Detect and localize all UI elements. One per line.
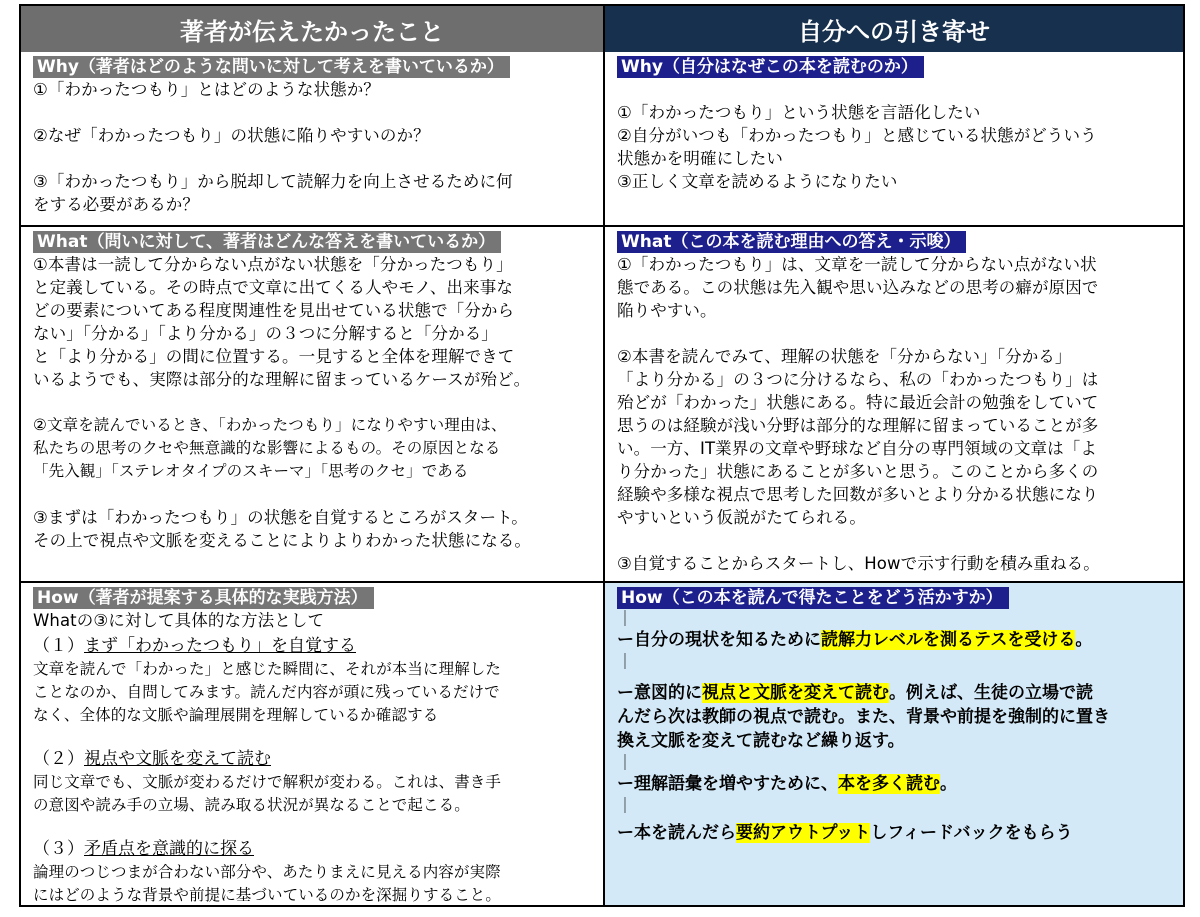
item-text: 。 xyxy=(1075,630,1093,650)
what-left-line: ない」「分かる」「より分かる」の３つに分解すると「分かる」 xyxy=(33,324,498,343)
step-number: （３） xyxy=(33,839,84,859)
item-text: ー理解語彙を増やすために、 xyxy=(617,774,838,794)
what-right-line: 殆どが「わかった」状態にある。特に最近会計の勉強をしていて xyxy=(617,393,1099,412)
summary-table xyxy=(19,4,1185,907)
what-left-line: ③まずは「わかったつもり」の状態を自覚するところがスタート。 xyxy=(33,508,528,527)
highlighted-text: 要約アウトプット xyxy=(736,823,871,843)
why-left-q1: ①「わかったつもり」とはどのような状態か？ xyxy=(33,80,380,99)
how-left-step1-heading xyxy=(33,634,593,658)
how-left-step2-line: 同じ文章でも、文脈が変わるだけで解釈が変わる。これは、書き手 xyxy=(33,773,502,791)
why-right-line: ①「わかったつもり」という状態を言語化したい xyxy=(617,103,981,122)
how-right-cell xyxy=(605,583,1183,905)
why-right-line: ③正しく文章を読めるようになりたい xyxy=(617,172,898,191)
separator-bar: ｜ xyxy=(617,753,634,772)
separator-bar: ｜ xyxy=(617,652,634,671)
what-left-cell xyxy=(21,227,605,583)
item-text: ー自分の現状を知るために xyxy=(617,630,821,650)
item-text: 。例えば、生徒の立場で読 xyxy=(889,683,1093,703)
why-left-q3a: ③「わかったつもり」から脱却して読解力を向上させるために何 xyxy=(33,172,513,191)
separator-bar: ｜ xyxy=(617,609,634,628)
what-left-line: 「先入観」「ステレオタイプのスキーマ」「思考のクセ」である xyxy=(33,462,469,480)
what-left-line: と定義している。その時点で文章に出てくる人やモノ、出来事な xyxy=(33,278,513,297)
why-left-tag: Why（著者はどのような問いに対して考えを書いているか） xyxy=(33,56,510,78)
item-text: 。 xyxy=(940,774,957,794)
why-right-tag: Why（自分はなぜこの本を読むのか） xyxy=(617,56,924,78)
how-right-item-1 xyxy=(617,628,1175,652)
header-author-intent: 著者が伝えたかったこと xyxy=(21,6,605,52)
step-number: （２） xyxy=(33,749,84,769)
what-left-line: 私たちの思考のクセや無意識的な影響によるもの。その原因となる xyxy=(33,439,501,457)
what-right-line: 「より分かる」の３つに分けるなら、私の「わかったつもり」は xyxy=(617,370,1099,389)
what-left-line: いるようでも、実際は部分的な理解に留まっているケースが殆ど。 xyxy=(33,370,531,389)
step-title: 視点や文脈を変えて読む xyxy=(84,749,271,769)
item-text: ー本を読んだら xyxy=(617,823,736,843)
how-left-step2-heading xyxy=(33,747,593,771)
how-right-item-3 xyxy=(617,772,1175,796)
separator-bar: ｜ xyxy=(617,796,634,815)
why-right-cell xyxy=(605,52,1183,227)
what-left-line: その上で視点や文脈を変えることによりよりわかった状態になる。 xyxy=(33,531,531,550)
how-left-step1-line: なく、全体的な文脈や論理展開を理解しているか確認する xyxy=(33,706,439,724)
how-left-tag: How（著者が提案する具体的な実践方法） xyxy=(33,587,374,609)
highlighted-text: 視点と文脈を変えて読む xyxy=(702,683,889,703)
item-text: しフィードバックをもらう xyxy=(870,823,1073,843)
highlighted-text: 読解力レベルを測るテスを受ける xyxy=(821,630,1076,650)
what-right-line: 陥りやすい。 xyxy=(617,301,717,320)
why-left-cell xyxy=(21,52,605,227)
what-left-tag: What（問いに対して、著者はどんな答えを書いているか） xyxy=(33,231,501,253)
what-left-line: ②文章を読んでいるとき、「わかったつもり」になりやすい理由は、 xyxy=(33,416,507,434)
why-left-q2: ②なぜ「わかったつもり」の状態に陥りやすいのか？ xyxy=(33,126,430,145)
how-right-item-2 xyxy=(617,681,1175,705)
what-right-line: ③自覚することからスタートし、Howで示す行動を積み重ねる。 xyxy=(617,554,1100,573)
what-right-line: い。一方、IT業界の文章や野球など自分の専門領域の文章は「よ xyxy=(617,439,1097,458)
what-right-line: ②本書を読んでみて、理解の状態を「分からない」「分かる」 xyxy=(617,347,1072,366)
why-right-line: ②自分がいつも「わかったつもり」と感じている状態がどういう xyxy=(617,126,1097,145)
what-right-line: ①「わかったつもり」は、文章を一読して分からない点がない状 xyxy=(617,255,1097,274)
how-right-tag: How（この本を読んで得たことをどう活かすか） xyxy=(617,587,1009,609)
how-right-item-2-line: 換え文脈を変えて読むなど繰り返す。 xyxy=(617,731,905,751)
what-right-line: り分かった」状態にあることが多いと思う。このことから多くの xyxy=(617,462,1099,481)
how-left-step3-line: 論理のつじつまが合わない部分や、あたりまえに見える内容が実際 xyxy=(33,863,501,881)
how-right-item-4 xyxy=(617,821,1175,845)
how-left-step3-line: にはどのような背景や前提に基づいているのかを深掘りすること。 xyxy=(33,886,502,904)
how-left-step3-heading xyxy=(33,837,593,861)
what-left-line: と「より分かる」の間に位置する。一見すると全体を理解できて xyxy=(33,347,515,366)
what-right-line: やすいという仮説がたてられる。 xyxy=(617,508,866,527)
what-right-cell xyxy=(605,227,1183,583)
how-right-item-2-line: んだら次は教師の視点で読む。また、背景や前提を強制的に置き xyxy=(617,707,1110,727)
what-left-line: ①本書は一読して分からない点がない状態を「分かったつもり」 xyxy=(33,255,513,274)
what-right-line: 経験や多様な視点で思考した回数が多いとより分かる状態になり xyxy=(617,485,1099,504)
why-right-line: 状態かを明確にしたい xyxy=(617,149,783,168)
step-title: まず「わかったつもり」を自覚する xyxy=(84,636,356,656)
how-left-step1-line: 文章を読んで「わかった」と感じた瞬間に、それが本当に理解した xyxy=(33,660,502,678)
why-left-q3b: をする必要があるか？ xyxy=(33,195,199,214)
step-number: （１） xyxy=(33,636,84,656)
header-self-application: 自分への引き寄せ xyxy=(605,6,1183,52)
how-left-step1-line: ことなのか、自問してみます。読んだ内容が頭に残っているだけで xyxy=(33,683,500,701)
what-right-line: 思うのは経験が浅い分野は部分的な理解に留まっていることが多 xyxy=(617,416,1099,435)
step-title: 矛盾点を意識的に探る xyxy=(84,839,254,859)
how-left-intro: Whatの③に対して具体的な方法として xyxy=(33,611,325,630)
item-text: ー意図的に xyxy=(617,683,702,703)
what-left-line: どの要素についてある程度関連性を見出せている状態で「分から xyxy=(33,301,515,320)
how-left-step2-line: の意図や読み手の立場、読み取る状況が異なることで起こる。 xyxy=(33,796,470,814)
what-right-tag: What（この本を読む理由への答え・示唆） xyxy=(617,231,966,253)
how-left-cell xyxy=(21,583,605,905)
what-right-line: 態である。この状態は先入観や思い込みなどの思考の癖が原因で xyxy=(617,278,1099,297)
highlighted-text: 本を多く読む xyxy=(838,774,940,794)
